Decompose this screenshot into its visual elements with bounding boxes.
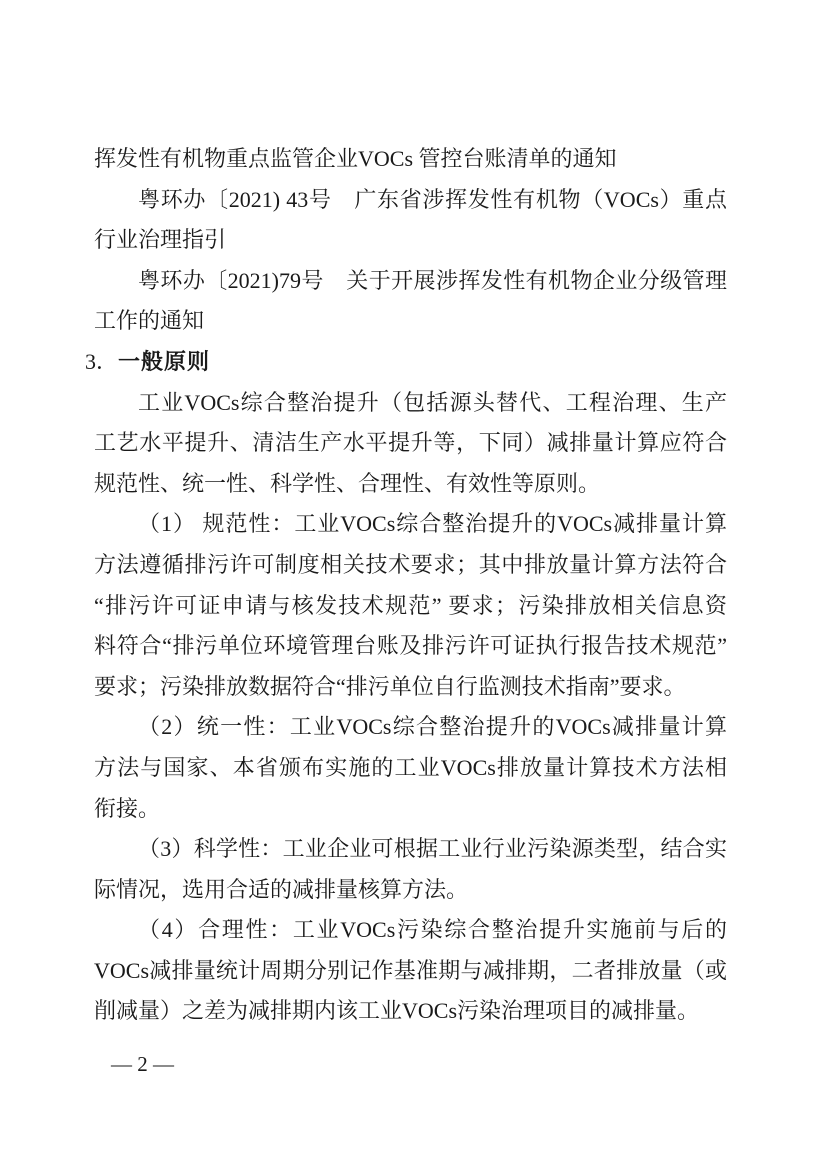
- document-body: [85, 139, 727, 1032]
- reference-line-item1-cont: 行业治理指引: [94, 227, 227, 253]
- paragraph-1-line-5: 要求；污染排放数据符合“排污单位自行监测技术指南”要求。: [94, 673, 686, 699]
- paragraph-intro-line-1: 工业VOCs综合整治提升（包括源头替代、工程治理、生产: [138, 389, 727, 415]
- paragraph-4-line-2: VOCs减排量统计周期分别记作基准期与减排期，二者排放量（或: [94, 957, 727, 983]
- reference-line-item2-cont: 工作的通知: [94, 308, 205, 334]
- reference-line-tail: 挥发性有机物重点监管企业VOCs 管控台账清单的通知: [94, 146, 617, 171]
- page-number: — 2 —: [111, 1052, 174, 1076]
- paragraph-1-line-2: 方法遵循排污许可制度相关技术要求；其中排放量计算方法符合: [94, 551, 727, 577]
- paragraph-4-line-3: 削减量）之差为减排期内该工业VOCs污染治理项目的减排量。: [94, 998, 700, 1024]
- paragraph-2-line-1: （2）统一性：工业VOCs综合整治提升的VOCs减排量计算: [138, 714, 727, 740]
- paragraph-intro-line-3: 规范性、统一性、科学性、合理性、有效性等原则。: [94, 470, 601, 496]
- reference-line-item2: 粤环办〔2021)79号 关于开展涉挥发性有机物企业分级管理: [138, 267, 727, 293]
- paragraph-1-line-3: “排污许可证申请与核发技术规范” 要求；污染排放相关信息资: [94, 592, 727, 618]
- paragraph-2-line-2: 方法与国家、本省颁布实施的工业VOCs排放量计算技术方法相: [94, 754, 727, 780]
- paragraph-1-line-1: （1） 规范性：工业VOCs综合整治提升的VOCs减排量计算: [138, 511, 727, 537]
- paragraph-1-line-4: 料符合“排污单位环境管理台账及排污许可证执行报告技术规范”: [94, 633, 727, 659]
- reference-line-item1: 粤环办〔2021) 43号 广东省涉挥发性有机物（VOCs）重点: [138, 186, 727, 212]
- paragraph-2-line-3: 衔接。: [94, 795, 161, 821]
- section-heading-title: 一般原则: [118, 348, 211, 374]
- paragraph-4-line-1: （4）合理性：工业VOCs污染综合整治提升实施前与后的: [138, 917, 727, 943]
- paragraph-3-line-1: （3）科学性：工业企业可根据工业行业污染源类型，结合实: [138, 836, 727, 862]
- paragraph-3-line-2: 际情况，选用合适的减排量核算方法。: [94, 876, 469, 902]
- paragraph-intro-line-2: 工艺水平提升、清洁生产水平提升等，下同）减排量计算应符合: [94, 430, 727, 456]
- section-heading: [85, 342, 727, 383]
- section-heading-number: 3．: [85, 348, 119, 374]
